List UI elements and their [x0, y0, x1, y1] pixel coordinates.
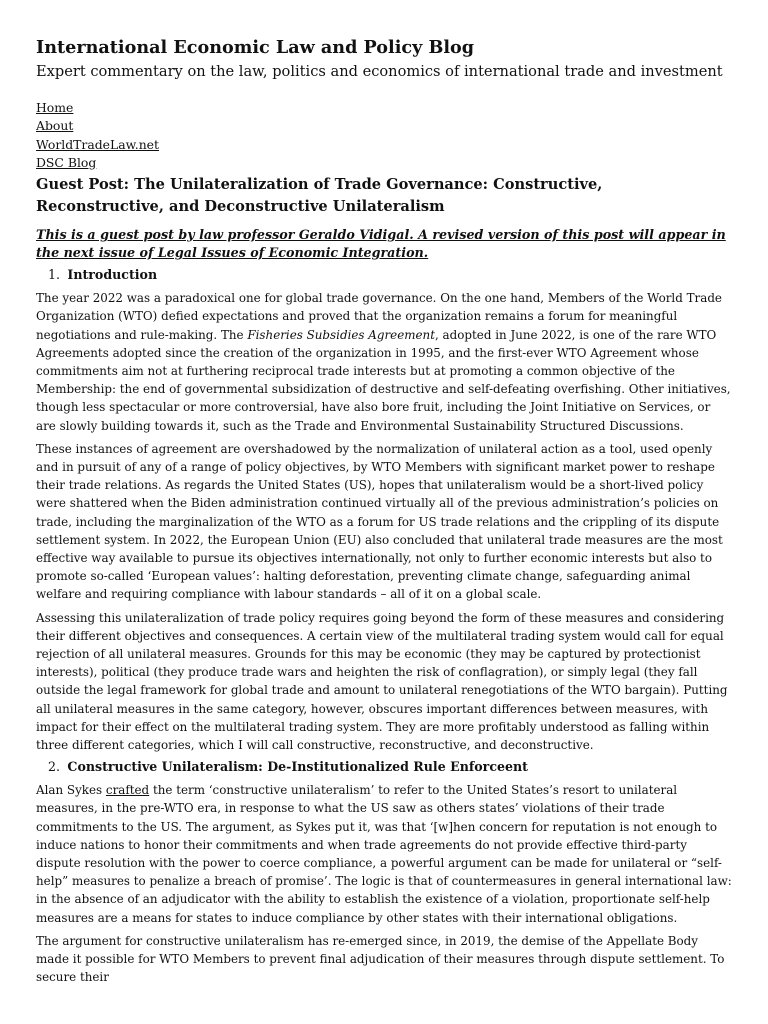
nav-link-worldtradelaw[interactable]: WorldTradeLaw.net: [36, 136, 159, 152]
post-article: [36, 174, 732, 986]
fisheries-agreement-title: Fisheries Subsidies Agreement: [247, 327, 435, 342]
site-header: [36, 36, 732, 83]
nav-link-about[interactable]: About: [36, 118, 74, 134]
nav-link-dsc-blog[interactable]: DSC Blog: [36, 154, 97, 170]
section-number: 1.: [48, 267, 61, 283]
nav-link-home[interactable]: Home: [36, 100, 74, 115]
site-tagline: Expert commentary on the law, politics and economics of international trade and investment: [36, 63, 723, 80]
paragraph-1-text-b: , adopted in June 2022, is one of the rare WTO Agreements adopted since the creation of the organization in 1995, and the first-ever WTO Agreement whose commitments aim not at furthering reciprocal trade interests but at promoting a common objective of the Membership: the end of governmental subsidization of destructive and self-defeating overfishing. Other initiatives, though less spectacular or more controversial, have also bore fruit, including the Joint Initiative on Services, or are slowly building towards it, such as the Trade and Environmental Sustainability Structured Discussions.: [36, 327, 731, 433]
paragraph-4: [36, 781, 732, 927]
site-title: International Economic Law and Policy Blog: [36, 37, 475, 58]
section-title: Introduction: [67, 267, 158, 283]
paragraph-5: The argument for constructive unilateralism has re-emerged since, in 2019, the demise of the Appellate Body made it possible for WTO Members to prevent final adjudication of their measures through dispute settlement. To secure their: [36, 933, 725, 985]
paragraph-1-text-a: The year 2022 was a paradoxical one for global trade governance. On the one hand, Members of the World Trade Organization (WTO) defied expectations and proved that the organization remains a forum for meaningful negotiations and rule-making. The: [36, 291, 722, 342]
post-title: Guest Post: The Unilateralization of Trade Governance: Constructive, Reconstructive, and Deconstructive Unilateralism: [36, 176, 603, 216]
section-heading-constructive: [36, 757, 732, 776]
paragraph-4-text-a: Alan Sykes: [36, 783, 106, 798]
section-title: Constructive Unilateralism: De-Institutionalized Rule Enforceent: [67, 759, 528, 775]
paragraph-3: Assessing this unilateralization of trade policy requires going beyond the form of these measures and considering their different objectives and consequences. A certain view of the multilateral trading system would call for equal rejection of all unilateral measures. Grounds for this may be economic (they may be captured by protectionist interests), political (they produce trade wars and heighten the risk of conflagration), or simply legal (they fall outside the legal framework for global trade and amount to unilateral renegotiations of the WTO bargain). Putting all unilateral measures in the same category, however, obscures important differences between measures, with impact for their effect on the multilateral trading system. They are more profitably understood as falling within three different categories, which I will call constructive, reconstructive, and deconstructive.: [36, 610, 728, 753]
site-nav: [36, 99, 732, 172]
paragraph-4-text-b: the term ‘constructive unilateralism’ to refer to the United States’s resort to unilateral measures, in the pre-WTO era, in response to what the US saw as others states’ violations of their trade commitments to the US. The argument, as Sykes put it, was that ‘[w]hen concern for reputation is not enough to induce nations to honor their commitments and when trade agreements do not provide effective third-party dispute resolution with the power to coerce compliance, a powerful argument can be made for unilateral or “self-help” measures to penalize a breach of promise’. The logic is that of countermeasures in general international law: in the absence of an adjudicator with the ability to establish the existence of a violation, proportionate self-help measures are a means for states to induce compliance by other states with their international obligations.: [36, 783, 732, 925]
section-number: 2.: [48, 759, 61, 775]
crafted-link[interactable]: crafted: [105, 783, 150, 798]
section-heading-introduction: [36, 265, 732, 284]
paragraph-1: [36, 289, 732, 435]
paragraph-2: These instances of agreement are overshadowed by the normalization of unilateral action as a tool, used openly and in pursuit of any of a range of policy objectives, by WTO Members with significant market power to reshape their trade relations. As regards the United States (US), hopes that unilateralism would be a short-lived policy were shattered when the Biden administration continued virtually all of the previous administration’s policies on trade, including the marginalization of the WTO as a forum for US trade relations and the crippling of its dispute settlement system. In 2022, the European Union (EU) also concluded that unilateral trade measures are the most effective way available to pursue its objectives internationally, not only to further economic interests but also to promote so-called ‘European values’: halting deforestation, preventing climate change, safeguarding animal welfare and requiring compliance with labour standards – all of it on a global scale.: [36, 441, 723, 602]
guest-post-note: This is a guest post by law professor Geraldo Vidigal. A revised version of this post will appear in the next issue of Legal Issues of Economic Integration.: [36, 227, 726, 261]
